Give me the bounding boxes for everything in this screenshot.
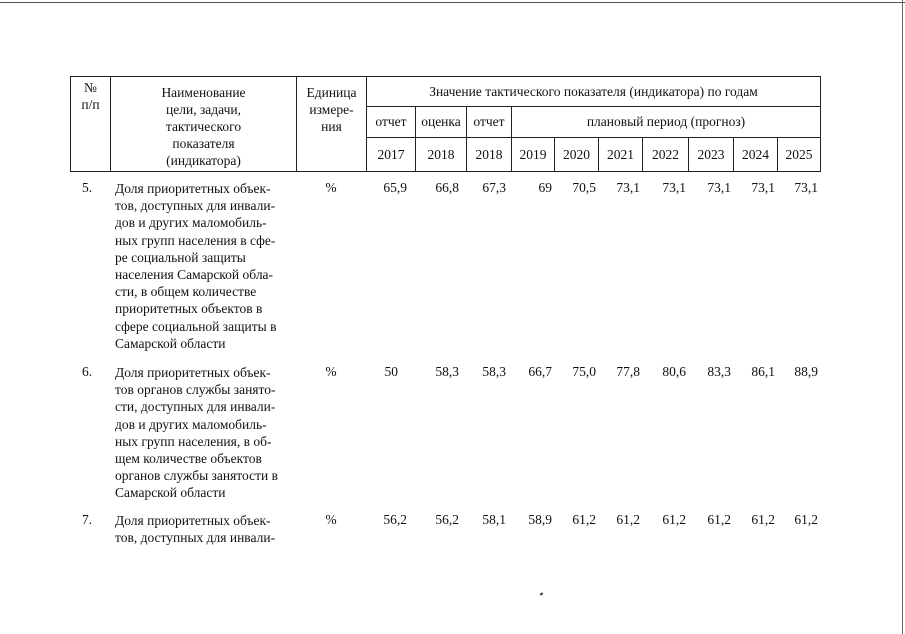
header-values-title: Значение тактического показателя (индикатора) по годам (367, 77, 821, 107)
row-value: 67,3 (482, 180, 506, 195)
row-name-line: Самарской области (115, 485, 226, 501)
row-indicator-name (115, 512, 293, 546)
row-name-line: тов, доступных для инвали- (115, 530, 276, 546)
row-name-line: Доля приоритетных объек- (115, 513, 271, 528)
row-indicator-name (115, 364, 293, 502)
indicator-table-header (70, 76, 821, 172)
header-name-line: (индикатора) (166, 153, 241, 168)
header-num-line: № (84, 80, 97, 95)
row-value: 66,8 (435, 180, 459, 195)
row-number: 7. (82, 512, 93, 527)
row-value: 61,2 (707, 512, 731, 527)
year-cell: 2023 (689, 138, 734, 172)
row-name-line: органов службы занятости в (115, 468, 278, 484)
row-value: 73,1 (707, 180, 731, 195)
header-name-line: тактического (165, 119, 242, 134)
row-value: 50 (384, 364, 398, 379)
row-name-line: Доля приоритетных объек- (115, 365, 271, 380)
row-value: 86,1 (751, 364, 775, 379)
subhead-report-2: отчет (467, 106, 512, 138)
row-value: 58,3 (482, 364, 506, 379)
row-value: 73,1 (751, 180, 775, 195)
row-name-line: тов, доступных для инвали- (115, 198, 276, 214)
row-value: 80,6 (662, 364, 686, 379)
row-unit: % (325, 364, 337, 379)
row-value: 73,1 (662, 180, 686, 195)
row-value: 73,1 (616, 180, 640, 195)
header-unit-line: ния (321, 119, 342, 134)
row-unit: % (325, 180, 337, 195)
row-value: 83,3 (707, 364, 731, 379)
year-cell: 2017 (367, 138, 416, 172)
row-value: 77,8 (616, 364, 640, 379)
subhead-report: отчет (367, 106, 416, 138)
row-value: 61,2 (572, 512, 596, 527)
year-cell: 2018 (416, 138, 467, 172)
row-name-line: ных групп населения в сфе- (115, 232, 276, 248)
header-name-line: Наименование (161, 85, 246, 100)
row-value: 61,2 (794, 512, 818, 527)
row-value: 75,0 (572, 364, 596, 379)
row-name-line: приоритетных объектов в (115, 301, 263, 317)
row-indicator-name (115, 180, 293, 352)
header-num-line: п/п (81, 97, 100, 112)
subhead-plan: плановый период (прогноз) (512, 106, 821, 138)
year-cell: 2021 (599, 138, 643, 172)
row-value: 88,9 (794, 364, 818, 379)
row-name-line: сфере социальной защиты в (115, 318, 277, 334)
row-value: 61,2 (662, 512, 686, 527)
row-name-line: дов и других маломобиль- (115, 416, 267, 432)
year-cell: 2024 (734, 138, 778, 172)
row-value: 56,2 (435, 512, 459, 527)
row-value: 66,7 (528, 364, 552, 379)
row-value: 70,5 (572, 180, 596, 195)
row-name-line: сти, доступных для инвали- (115, 399, 276, 415)
row-value: 61,2 (751, 512, 775, 527)
year-cell: 2018 (467, 138, 512, 172)
row-name-line: населения Самарской обла- (115, 267, 274, 283)
header-name-line: цели, задачи, (166, 102, 241, 117)
row-value: 61,2 (616, 512, 640, 527)
row-name-line: тов органов службы занято- (115, 382, 276, 398)
row-name-line: ре социальной защиты (115, 249, 246, 265)
row-value: 69 (538, 180, 552, 195)
row-number: 5. (82, 180, 93, 195)
year-cell: 2020 (555, 138, 599, 172)
row-number: 6. (82, 364, 93, 379)
year-cell: 2025 (778, 138, 821, 172)
row-value: 56,2 (383, 512, 407, 527)
header-unit-line: Единица (306, 85, 357, 100)
row-name-line: ных групп населения, в об- (115, 433, 272, 449)
year-cell: 2022 (643, 138, 689, 172)
row-value: 65,9 (383, 180, 407, 195)
row-name-line: Доля приоритетных объек- (115, 181, 271, 196)
row-name-line: сти, в общем количестве (115, 284, 257, 300)
scan-speck (540, 592, 544, 595)
row-name-line: Самарской области (115, 335, 226, 351)
row-name-line: дов и других маломобиль- (115, 215, 267, 231)
row-value: 58,3 (435, 364, 459, 379)
subhead-estimate: оценка (416, 106, 467, 138)
row-value: 73,1 (794, 180, 818, 195)
header-unit-line: измере- (309, 102, 354, 117)
scan-right-edge-line (902, 0, 903, 634)
year-cell: 2019 (512, 138, 555, 172)
header-num-cell (71, 77, 111, 172)
row-value: 58,1 (482, 512, 506, 527)
row-name-line: щем количестве объектов (115, 451, 262, 467)
row-value: 58,9 (528, 512, 552, 527)
header-name-cell (111, 77, 297, 172)
scan-top-edge-line (0, 2, 905, 3)
header-unit-cell (297, 77, 367, 172)
row-unit: % (325, 512, 337, 527)
header-name-line: показателя (172, 136, 235, 151)
